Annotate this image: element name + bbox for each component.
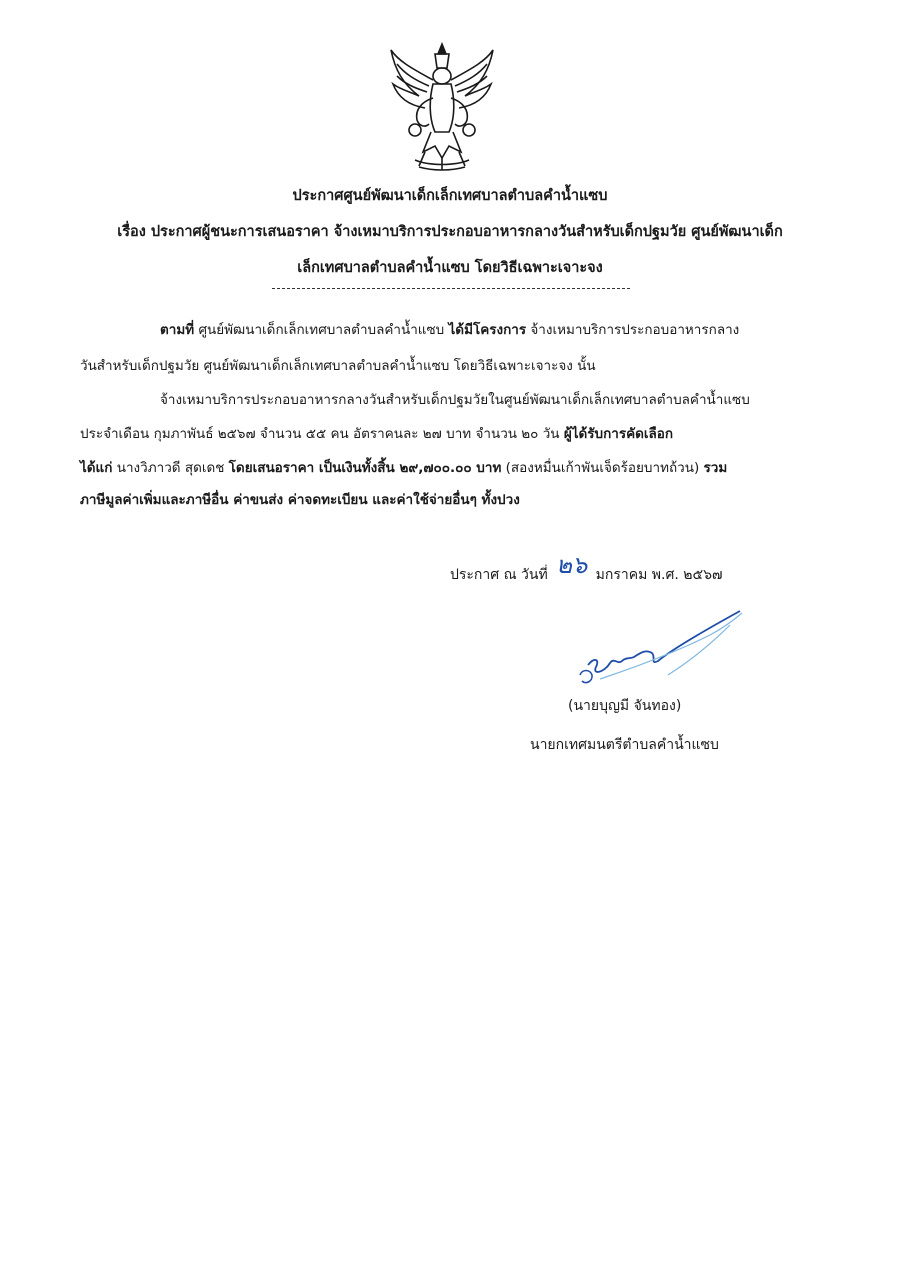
announcement-date: [450, 551, 723, 590]
divider-line: [272, 288, 630, 289]
signatory-name: (นายบุญมี จันทอง): [568, 698, 682, 714]
body-line-3: จ้างเหมาบริการประกอบอาหารกลางวันสำหรับเด็กปฐมวัยในศูนย์พัฒนาเด็กเล็กเทศบาลตำบลคำน้ำแซบ: [160, 392, 750, 408]
body-line-5: [80, 456, 727, 478]
handwritten-day: ๒๖: [556, 551, 588, 579]
body-text: ประจำเดือน กุมภาพันธ์ ๒๕๖๗ จำนวน ๕๕ คน อัตราคนละ ๒๗ บาท จำนวน ๒๐ วัน: [80, 426, 564, 442]
signatory-position: นายกเทศมนตรีตำบลคำน้ำแซบ: [530, 737, 719, 753]
date-prefix: ประกาศ ณ วันที่: [450, 567, 548, 583]
body-line-2: วันสำหรับเด็กปฐมวัย ศูนย์พัฒนาเด็กเล็กเทศบาลตำบลคำน้ำแซบ โดยวิธีเฉพาะเจาะจง นั้น: [80, 358, 596, 374]
body-text: จ้างเหมาบริการประกอบอาหารกลาง: [526, 322, 740, 338]
body-line-1: [160, 318, 739, 340]
date-suffix: มกราคม พ.ศ. ๒๕๖๗: [595, 567, 723, 583]
garuda-emblem-icon: [385, 40, 500, 172]
body-text: ผู้ได้รับการคัดเลือก: [563, 426, 674, 442]
body-text: ตามที่: [160, 322, 195, 338]
body-text: (สองหมื่นเก้าพันเจ็ดร้อยบาทถ้วน): [501, 460, 704, 476]
body-text: ได้มีโครงการ: [448, 322, 527, 338]
signature: [560, 605, 750, 700]
body-text: ได้แก่: [80, 460, 113, 476]
body-text: โดยเสนอราคา เป็นเงินทั้งสิ้น ๒๙,๗๐๐.๐๐ บาท: [228, 460, 502, 476]
body-line-6: ภาษีมูลค่าเพิ่มและภาษีอื่น ค่าขนส่ง ค่าจดทะเบียน และค่าใช้จ่ายอื่นๆ ทั้งปวง: [80, 492, 520, 508]
subject-line-2: เล็กเทศบาลตำบลคำน้ำแซบ โดยวิธีเฉพาะเจาะจง: [297, 260, 603, 276]
body-text: นางวิภาวดี สุดเดช: [112, 460, 229, 476]
document-title: ประกาศศูนย์พัฒนาเด็กเล็กเทศบาลตำบลคำน้ำแซบ: [292, 188, 608, 204]
body-text: รวม: [703, 460, 728, 476]
body-line-4: [80, 422, 673, 444]
subject-line-1: เรื่อง ประกาศผู้ชนะการเสนอราคา จ้างเหมาบริการประกอบอาหารกลางวันสำหรับเด็กปฐมวัย ศูนย์พัฒนาเด็ก: [117, 224, 783, 240]
body-text: ศูนย์พัฒนาเด็กเล็กเทศบาลตำบลคำน้ำแซบ: [194, 322, 449, 338]
